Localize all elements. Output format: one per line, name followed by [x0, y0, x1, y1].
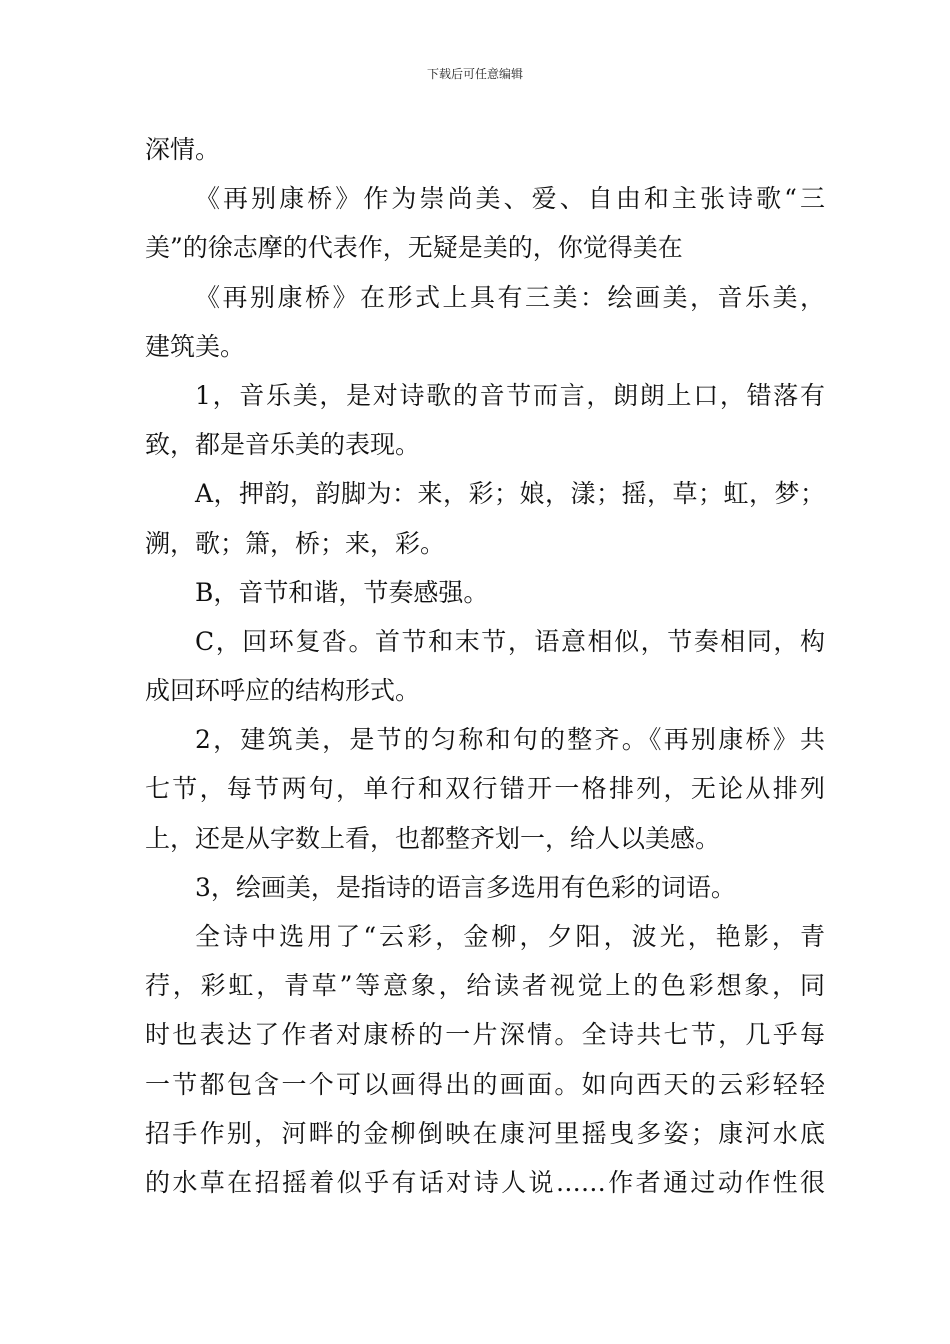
- text-line: 建筑美。: [145, 331, 246, 361]
- text-line: 2，建筑美，是节的匀称和句的整齐。《再别康桥》共: [195, 725, 825, 755]
- text-line: 溯，歌；箫，桥；来，彩。: [145, 528, 446, 558]
- text-line: C，回环复沓。首节和末节，语意相似，节奏相同，构: [195, 626, 825, 656]
- text-line: 全诗中选用了“云彩，金柳，夕阳，波光，艳影，青: [195, 922, 825, 951]
- text-line: 招手作别，河畔的金柳倒映在康河里摇曳多姿；康河水底: [145, 1118, 825, 1148]
- text-line: 1，音乐美，是对诗歌的音节而言，朗朗上口，错落有: [195, 380, 825, 410]
- page-header: 下载后可任意编辑: [426, 67, 523, 81]
- text-line: 七节，每节两句，单行和双行错开一格排列，无论从排列: [145, 774, 825, 804]
- text-line: 成回环呼应的结构形式。: [145, 676, 421, 706]
- text-line: A，押韵，韵脚为：来，彩；娘，漾；摇，草；虹，梦；: [195, 479, 825, 509]
- text-line: 的水草在招摇着似乎有话对诗人说……作者通过动作性很: [145, 1167, 825, 1197]
- text-line: 上，还是从字数上看，也都整齐划一，给人以美感。: [145, 823, 721, 853]
- text-line: 一节都包含一个可以画得出的画面。如向西天的云彩轻轻: [145, 1069, 825, 1099]
- text-line: 深情。: [145, 135, 221, 164]
- document-body: [145, 125, 825, 1207]
- text-line: 3，绘画美，是指诗的语言多选用有色彩的词语。: [195, 872, 736, 902]
- text-line: 时也表达了作者对康桥的一片深情。全诗共七节，几乎每: [145, 1020, 825, 1050]
- text-line: 致，都是音乐美的表现。: [145, 430, 421, 460]
- text-line: 荇，彩虹，青草”等意象，给读者视觉上的色彩想象，同: [145, 971, 825, 1001]
- text-line: 《再别康桥》在形式上具有三美：绘画美，音乐美，: [195, 282, 825, 312]
- text-line: 美”的徐志摩的代表作，无疑是美的，你觉得美在: [145, 233, 683, 263]
- text-line: B，音节和谐，节奏感强。: [195, 577, 489, 607]
- text-line: 《再别康桥》作为崇尚美、爱、自由和主张诗歌“三: [195, 184, 825, 214]
